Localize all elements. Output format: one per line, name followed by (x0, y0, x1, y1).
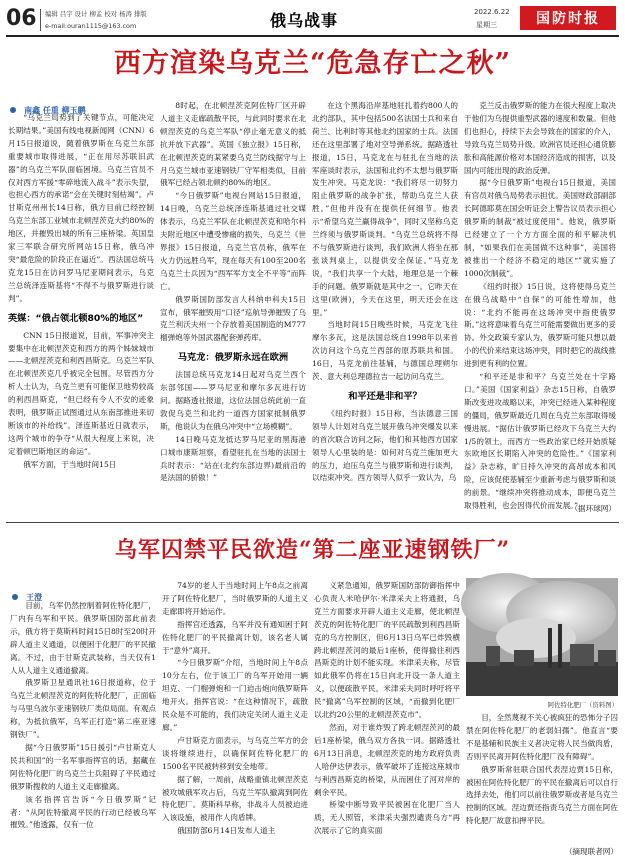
paragraph: 然而，对于谁炸毁了跨北顿涅茨河的最后1座桥梁，俄乌双方各执一词。据路透社6月13日消息，北顿涅茨克的地方政府负责人哈伊达伊表示，俄军破坏了连接这座城市与利西昌斯克的桥梁，从而困住了河对岸的剩余平民。 (314, 722, 460, 797)
paragraph: “和平还是非和平？乌克兰处在十字路口。”美国《国家利益》杂志15日称，自俄罗斯改变进攻战略以来，冲突已经进入某种程度的僵局，俄罗斯最近几周在乌克兰东部取得缓慢进展。“据估计俄罗斯已经攻下乌克兰大约1/5的领土，而西方一些政治家已经开始质疑东欧地区长期陷入冲突的危险性。”《国家利益》杂志称，旷日持久冲突的高昂成本和风险，应该促使基辅至少重新考虑与俄罗斯和谈的前景。“继续冲突将推动成本，即便乌克兰取得胜利，也会因得代价而发展。” (464, 372, 616, 511)
article1-author: 南鑫 任重 柳玉鹏 (24, 106, 86, 115)
paragraph: 卢甘斯克方面表示，与乌克兰军方的会谈将继续进行，以确保阿佐特化肥厂的1500名平民被转移到安全地带。 (162, 735, 308, 771)
paragraph: CNN 15日报道说，目前，军事冲突主要集中在北顿涅茨克和西方的两个姊妹城市——北顿涅茨克和利西昌斯克。乌克兰军队在北顿涅茨克几乎被完全包围。尽管西方分析人士认为，乌克兰更有可能保卫地势较高的利西昌斯克，“但已经有令人不安的迹象表明，俄罗斯正试图通过从东南部推进来切断该市的补给线”。泽连斯基近日就表示，这两个城市的争夺“从很大程度上来说，决定着顿巴斯地区的命运”。 (8, 330, 154, 456)
paragraph: 该名指挥官告诉“今日俄罗斯”记者：“从阿佐特撤离平民的行动已经被乌军摧毁。”他透露，仅有一位 (10, 794, 156, 830)
photo-caption: 阿佐特化肥厂（资料图） (547, 701, 618, 709)
factory-photo (466, 578, 618, 696)
paragraph: 8时起，在北顿涅茨克阿佐特厂区开辟人道主义走廊疏散平民，与此同时要求在北顿涅茨克的乌克兰军队“停止毫无意义的抵抗并放下武器”。英国《独立报》15日称，在北顿涅茨克的某紧要乌克兰防线据守与上月乌克兰城市亚速钢铁厂守军相类似，目前俄军已经占领北顿约80%的地区。 (160, 101, 306, 188)
paragraph: 在这个黑海沿岸基地驻扎着约800人的北约部队，其中包括500名法国士兵和来自荷兰、比利时等其他北约国家的士兵。法国还在这里部署了地对空导弹系统。据路透社报道，15日，马克龙在与驻扎在当地的法军座谈时表示，法国和北约不太想与俄罗斯发生冲突。马克龙说：“我们将尽一切努力阻止俄罗斯的战争扩张，帮助乌克兰人获胜。”但他并没有在提供任何细节。他表示“希望乌克兰赢得战争”，同时又坚称乌克兰终须与俄罗斯谈判。“乌克兰总统将不得不与俄罗斯进行谈判，我们欧洲人将坐在那张谈判桌上，以提供安全保证。”马克龙说，“我们共享一个大陆，地理总是一个棘手的问题。俄罗斯就是其中之一。它昨天在这里(欧洲)，今天在这里，明天还会在这里。” (312, 101, 458, 317)
article2-author: 王澄 (26, 593, 43, 602)
paragraph: 指挥官还透露，乌军并没有通知困于阿佐特化肥厂的平民撤离计划，该名老人属于“意外”离开。 (162, 619, 308, 655)
email-line: e-mail:ouran1115@163.com (45, 22, 137, 30)
subheading: 和平还是非和平？ (348, 390, 422, 402)
paragraph: 目前，乌军仍然控制着阿佐特化肥厂，厂内有乌军和平民。俄罗斯国防部此前表示，俄方将于莫斯科时间15日8时至20时开辟人道主义通道，以便困于化肥厂的平民撤离。不过，由于甘斯克武装称，当天仅有1人从人道主义通道撤离。 (10, 601, 156, 675)
article-divider (6, 522, 619, 523)
article2-column-2 (162, 580, 308, 860)
article2-column-4 (466, 712, 618, 845)
paragraph: 桥梁中断导致平民被困在化肥厂当人质，无人照管，米津采夫强烈谴责乌方“再次展示了它的真实面 (314, 800, 460, 836)
article1-column-2 (160, 100, 306, 514)
paragraph: 俄国防部6月14日发布人道主 (177, 826, 276, 836)
brand-name: 国防时报 (536, 11, 600, 27)
paragraph: 《纽约时报》15日说，这将使得乌克兰在俄乌战略中“自保”的可能性增加，他说：“北约不能再在这场冲突中指使俄罗斯。”这将意味着乌克兰可能需要做出更多的妥协。外交政策专家认为，俄罗斯可能只想以最小的代价来结束这场冲突，同时把它的战线推进到更有利的位置。 (464, 281, 616, 369)
article1-signature: （据环球网） (570, 504, 616, 513)
paragraph: 当地时间15日晚些时候，马克龙飞往摩尔多瓦，这是法国总统自1998年以来首次访问这个乌克兰西部的原苏联共和国。16日，马克龙前往基辅，与德国总理朔尔茨、意大利总理德拉吉一起访问乌克兰。 (312, 320, 458, 382)
article2-headline: 乌军囚禁平民欲造“第二座亚速钢铁厂” (114, 537, 511, 563)
paragraph: 俄军方面，于当地时间15日 (23, 459, 117, 469)
article1-headline: 西方渲染乌克兰“危急存亡之秋” (113, 48, 512, 79)
article1-column-3 (312, 100, 458, 514)
paragraph: 克兰反击俄罗斯的能力在很大程度上取决于他们为乌提供重型武器的速度和数量。但他们也担心，持续下去会导致在的国家的介入，导致乌克兰局势升级。欧洲官员还担心通货膨胀和高能源价格对本国经济造成的损害，以及国内可能出现的政治反弹。 (464, 101, 616, 175)
header-rule (6, 35, 619, 37)
paragraph: 据了解，一周前，战略重镇北顿涅茨克被攻城俄军攻占后，乌克兰军队撤离到阿佐特化肥厂。莫斯科早称，非战斗人员被迫进入该设施，被用作人肉盾牌。 (162, 774, 308, 823)
article1-column-1 (8, 112, 154, 514)
paragraph: 74岁的老人于当地时间上午8点之前离开了阿佐特化肥厂，当时俄罗斯的人道主义走廊即将开始运作。 (162, 581, 308, 616)
paragraph: 目，全然蔑视不关心被疯狂的恐怖分子囚禁在阿佐特化肥厂的老弱妇孺”。他直言“要不是基辅和民族主义者决定将人民当做肉盾，否则平民离开阿佐特化肥厂没有障碍”。 (466, 713, 618, 761)
paragraph: “今日俄罗斯”介绍，当地时间上午8点10分左右，位于该工厂的乌军开始用一辆坦克、一门榴弹炮和一门迫击炮向俄罗斯阵地开火。指挥官说：“在这种情况下，疏散民众是不可能的，我们决定关闭人道主义走廊。” (162, 658, 308, 732)
paragraph: 据“今日俄罗斯”电视台15日报道，美国有官员对俄乌局势表示担忧。美国财政部副部长阿德耶莫在国会听证会上警告议员表示担心俄罗斯的制裁“被过度使用”。他说，俄罗斯已经建立了一个方方面全面的和平解决机制，“如果我们在美国做不这种事”，美国将被推出一个经济不稳定的地区“”就实施了1000次制裁”。 (464, 178, 616, 278)
issue-weekday: 星期三 (476, 21, 497, 29)
paragraph: 俄罗斯卫星通讯社16日报道称，位于乌克兰北顿涅茨克的阿佐特化肥厂，正面临与马里乌波尔亚速钢铁厂类似局面。有观点称，为抵抗俄军，乌军正打造“第二座亚速钢铁厂”。 (10, 678, 156, 740)
article2-column-3 (314, 580, 460, 860)
paragraph: 《纽约时报》15日称，当法德意三国领导人计划对乌克兰展开俄乌冲突爆发以来的首次联合访问之际，他们和其他西方国家领导人心里装的是：如何对乌克兰施加更大的压力，迫压乌克兰与俄罗斯和进行谈判，以结束冲突。西方领导人似乎一致认为，乌 (312, 408, 458, 483)
section-title: 俄乌战事 (270, 11, 339, 30)
article2-signature: （摘现联者网） (564, 847, 618, 856)
paragraph: 俄罗斯国防部发言人科纳申科夫15日宣布，俄军摧毁用“口径”巡航导弹摧毁了乌克兰利沃夫州一个存放着美国制造的M777榴弹炮等外国武器配套弹药库。 (160, 294, 306, 343)
article2-column-1 (10, 600, 156, 860)
editors-line: 编辑 吕宇 设计 柳孟 校对 杨涛 排版 (45, 10, 147, 18)
page-header (0, 0, 625, 46)
paragraph: 俄罗斯常驻联合国代表涅边贾15日称，被困在阿佐特化肥厂的平民在撤离后可以自行选择去处，他们可以前往俄罗斯或者是乌克兰控制的区域。涅边贾还指责乌克兰方面在阿佐特化肥厂故意扣押平民。 (466, 764, 618, 826)
paragraph: 义紧急通知，俄罗斯国防部防御指挥中心负责人米哈伊尔·米津采夫上将通报，乌克兰方面要求开辟人道主义走廊，使北顿涅茨克的阿佐特化肥厂的平民疏散到利西昌斯克的乌方控制区，但6月13日乌军已炸毁横跨北顿涅茨河的最后1座桥，使得撤往利西昌斯克的计划不能实现。米津采夫称，尽管如此俄军仍将在15日向北开设一条人道主义，以便疏散平民。米津采夫同时呼吁将平民“撤离”乌军控制的区域，“而撤到化肥厂以北约20公里的北顿涅茨克市”。 (314, 581, 460, 720)
paragraph: 14日晚马克龙抵达罗马尼亚的黑海港口城市康斯坦察，看望驻扎在当地的法国士兵时表示：“站在(北约东部边界)最前沿的是法国的骄傲！” (160, 434, 306, 483)
factory-smoke-image (466, 578, 618, 696)
paragraph: 法国总统马克龙14日起对乌克兰西个东部邻国——罗马尼亚和摩尔多瓦进行访问。据路透社报道，这位法国总统此前一直敦促乌克兰和北约一道西方国家抵制俄罗斯，他说认为在俄乌冲突中“立场模糊”。 (160, 370, 306, 431)
issue-date: 2022.6.22 (474, 8, 510, 16)
header-divider-left (40, 9, 41, 31)
page-number: 06 (6, 6, 37, 31)
paragraph: 据“今日俄罗斯”15日援引“卢甘斯克人民共和国”的一名军事指挥官的话，据藏在阿佐特化肥厂的乌克兰士兵阻碍了平民通过俄罗斯搜救的人道主义走廊撤离。 (10, 742, 156, 791)
subheading: 马克龙：俄罗斯永远在欧洲 (177, 352, 289, 364)
paragraph: “乌克兰局势到了关键节点，可能决定长期结果。”美国有线电视新闻网（CNN）6月15日报道说，随着俄罗斯在乌克兰东部重要城市取得进展，“正在用尽苏联旧武器”的乌克兰军队面临困境。乌克兰官员不仅对西方军援“零碎地流入战斗”表示失望，也担心西方的承诺“会在关键时刻枯竭”。卢甘斯克州州长14日称，俄方目前已经控制乌克兰东部工业城市北顿涅茨克大约80%的地区，并摧毁出城的所有三座桥梁。英国皇家三军联合研究所网站15日称，俄乌冲突“最危险的阶段正在逼近”。西法国总统马克龙15日在访问罗马尼亚期间表示，乌克兰总统泽连斯基将“不得不与俄罗斯进行谈判”。 (8, 113, 154, 303)
brand-logo (520, 6, 616, 30)
paragraph: “今日俄罗斯”电视台网站15日报道，14日晚，乌克兰总统泽连斯基通过社交媒体表示，乌克兰军队在北顿涅茨克和哈尔科夫附近地区中遭受惨痛的损失，乌克兰《世界报》15日报道，乌克兰官员称，俄军在火力仍远胜乌军，现在每天有100至200名乌克兰士兵因为“西军军方支全不平等”而阵亡。 (160, 191, 306, 291)
subheading: 英媒：“俄占领北顿80%的地区” (8, 312, 144, 324)
